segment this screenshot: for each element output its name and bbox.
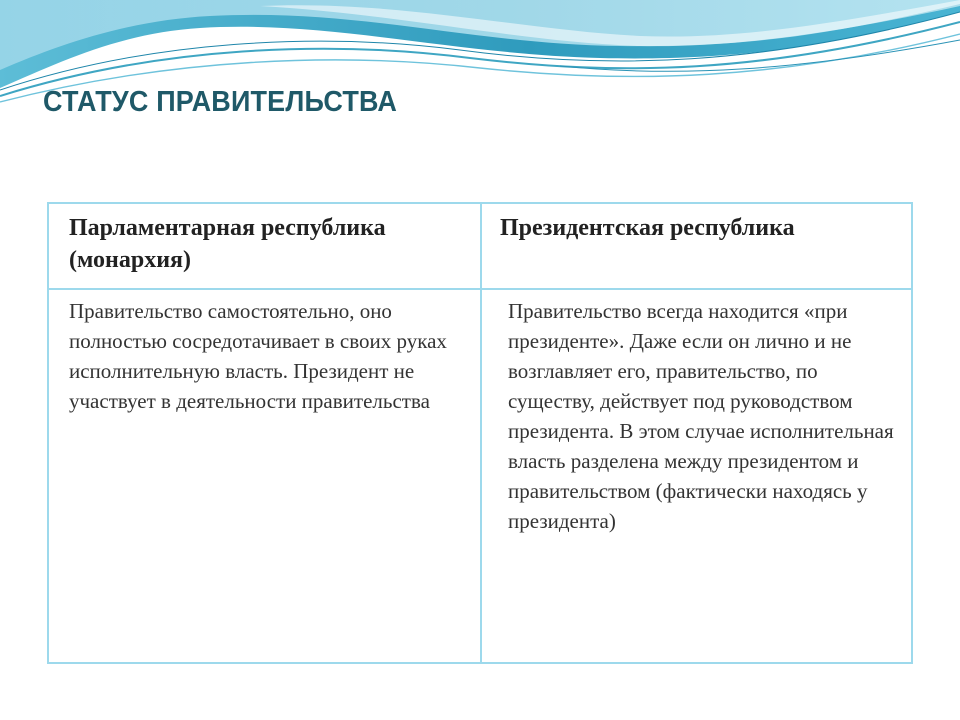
- header-presidential-republic: Президентская республика: [500, 215, 795, 241]
- column-divider: [480, 204, 482, 662]
- cell-presidential-description: Правительство всегда находится «при президенте». Даже если он лично и не возглавляет его, правительство, по существу, действует под руководством президента. В этом случае исполнительная власть разделена между президентом и правительством (фактически находясь у президента): [508, 299, 894, 533]
- page-title: СТАТУС ПРАВИТЕЛЬСТВА: [43, 86, 397, 118]
- header-parliamentary-republic: Парламентарная республика (монархия): [69, 215, 386, 273]
- cell-parliamentary-description: Правительство самостоятельно, оно полностью сосредотачивает в своих руках исполнительную власть. Президент не участвует в деятельности правительства: [69, 299, 447, 413]
- comparison-table: [47, 202, 913, 664]
